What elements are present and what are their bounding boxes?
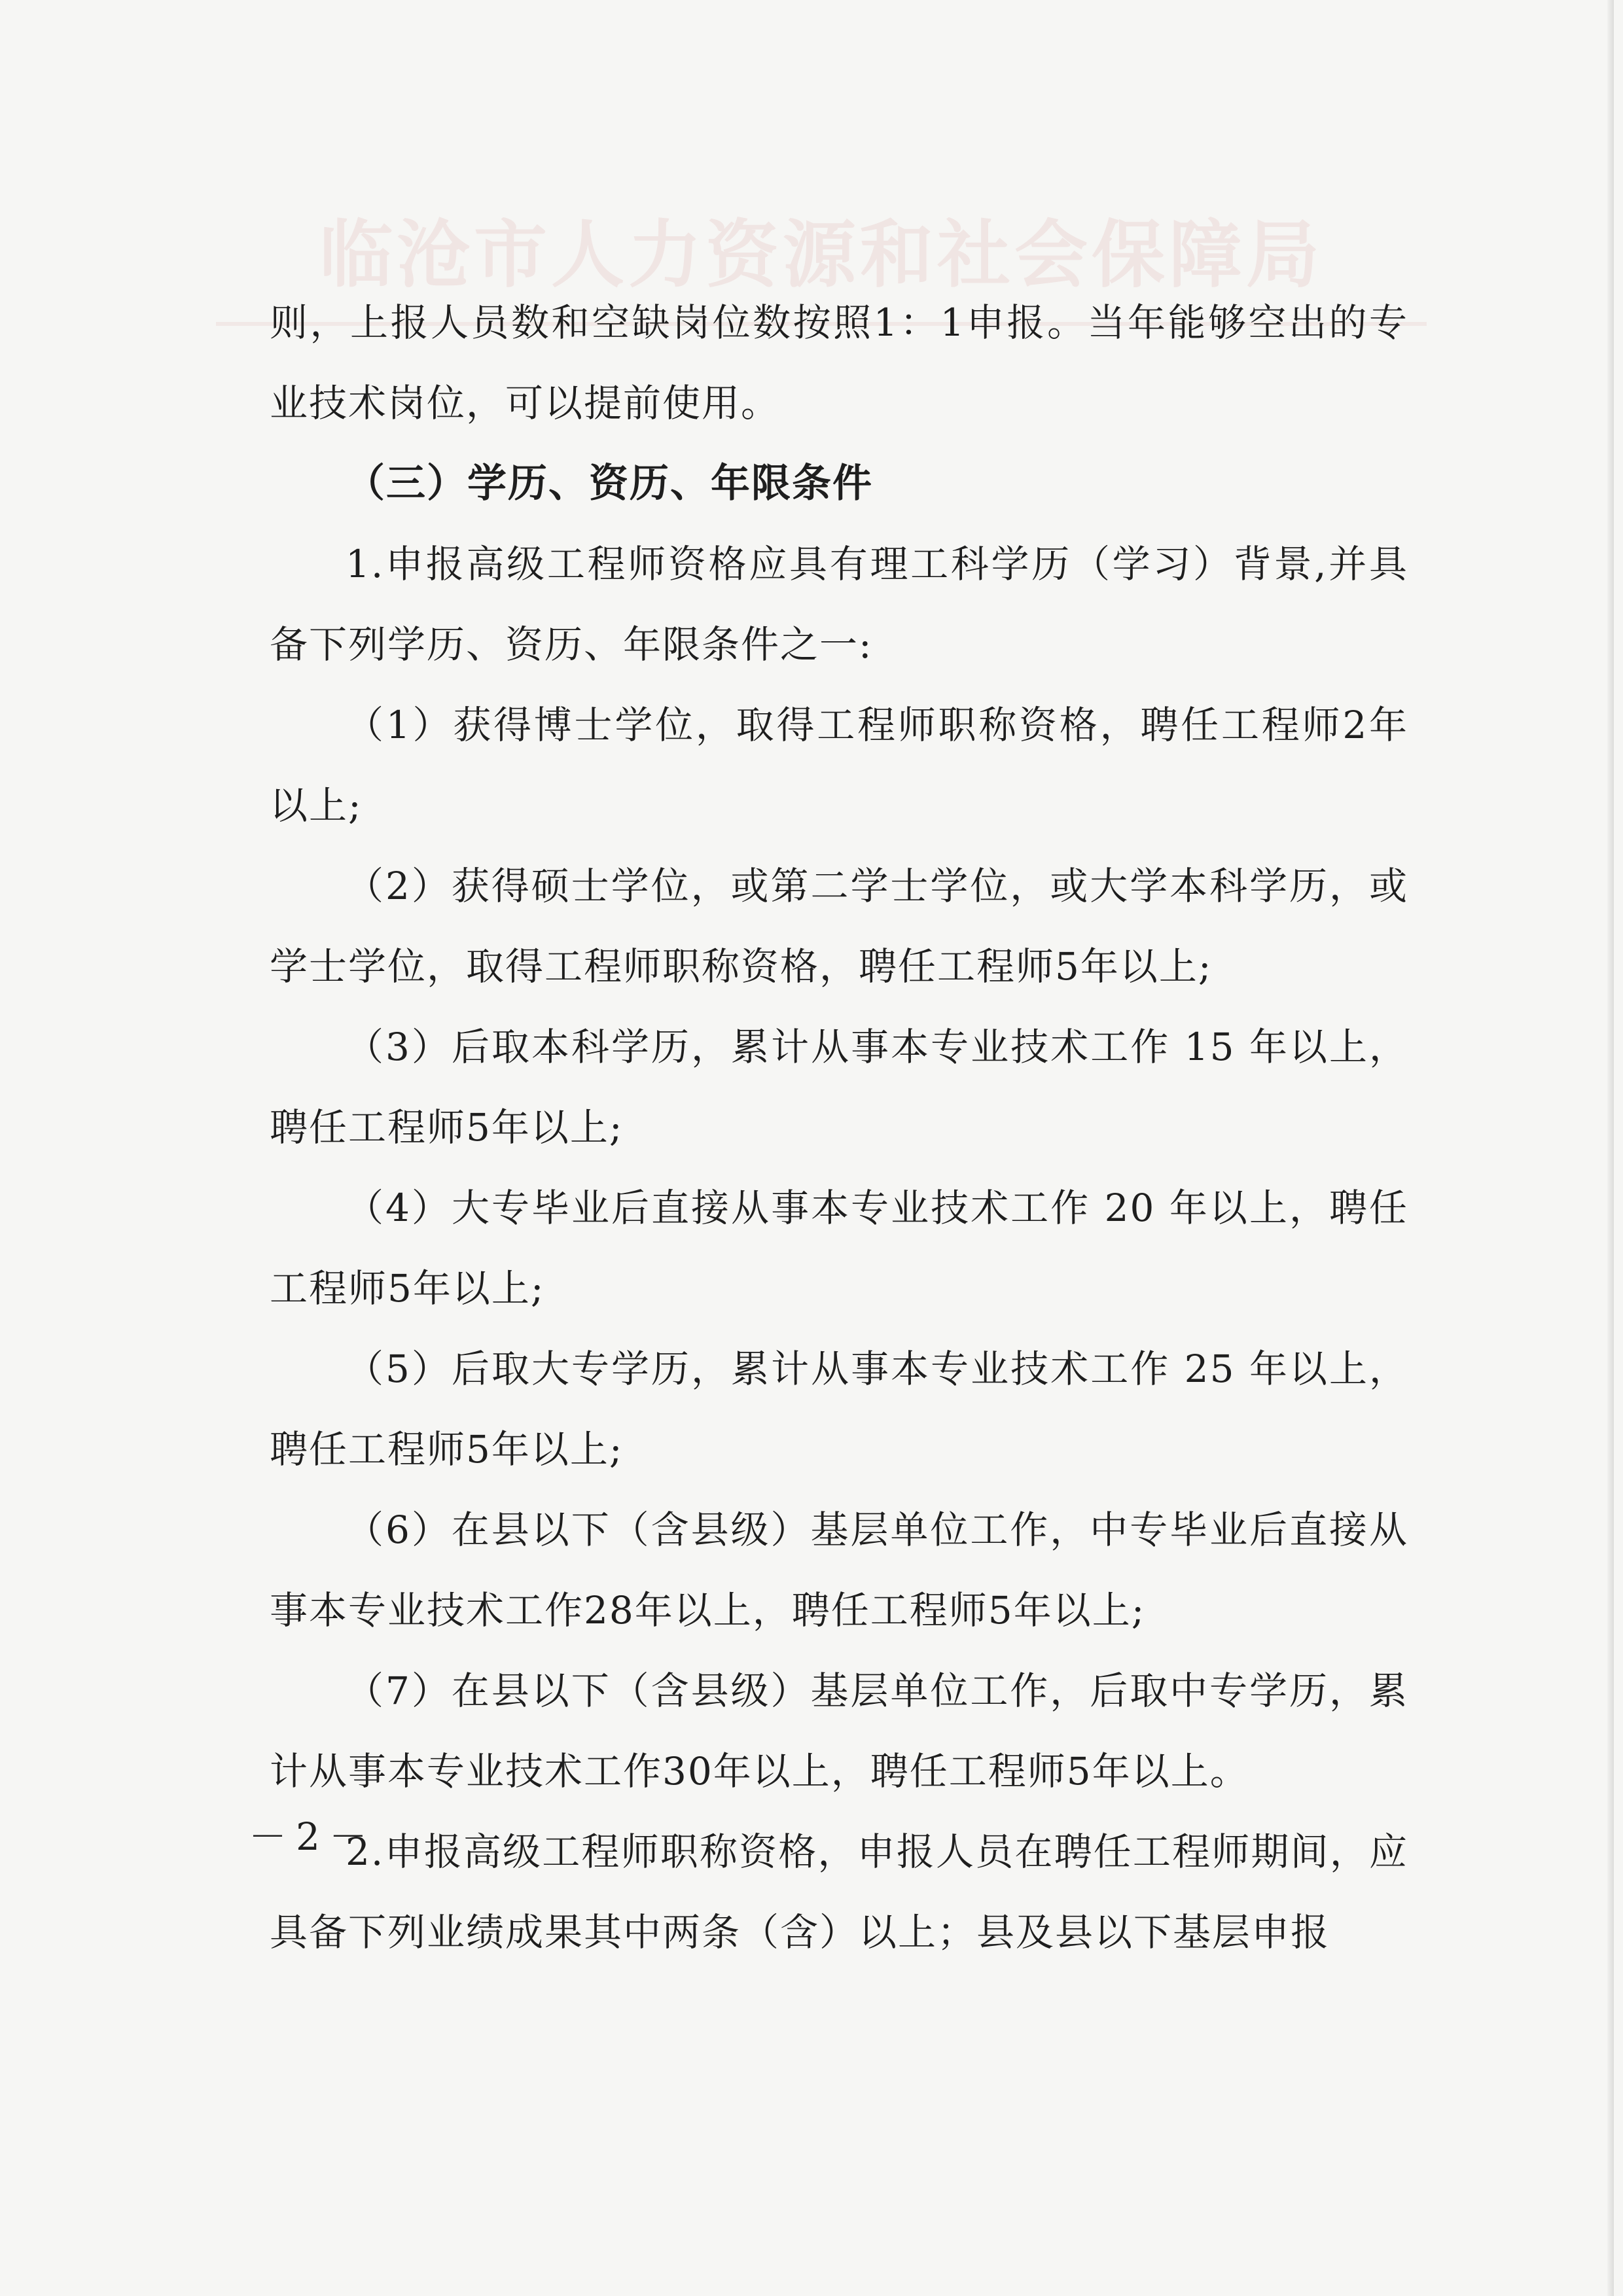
paragraph-subitem-6: （6）在县以下（含县级）基层单位工作，中专毕业后直接从事本专业技术工作28年以上，聘任工程师5年以上; <box>270 1508 1408 1633</box>
paragraph-subitem-1: （1）获得博士学位，取得工程师职称资格，聘任工程师2年以上; <box>270 703 1408 828</box>
section-heading: （三）学历、资历、年限条件 <box>346 461 873 506</box>
paragraph-subitem-5: （5）后取大专学历，累计从事本专业技术工作 25 年以上，聘任工程师5年以上; <box>270 1347 1408 1472</box>
page-number: －2－ <box>249 1814 376 1859</box>
paragraph-subitem-7: （7）在县以下（含县级）基层单位工作，后取中专学历，累计从事本专业技术工作30年以上，聘任工程师5年以上。 <box>270 1669 1408 1793</box>
document-body <box>270 283 1408 1973</box>
page-edge-shadow <box>1607 0 1614 2296</box>
paragraph-item-1: 1.申报高级工程师资格应具有理工科学历（学习）背景,并具备下列学历、资历、年限条件之一: <box>270 542 1408 667</box>
paragraph-subitem-3: （3）后取本科学历，累计从事本专业技术工作 15 年以上，聘任工程师5年以上; <box>270 1025 1408 1150</box>
paragraph-subitem-4: （4）大专毕业后直接从事本专业技术工作 20 年以上，聘任工程师5年以上; <box>270 1186 1408 1311</box>
paragraph-continuation: 则，上报人员数和空缺岗位数按照1：1申报。当年能够空出的专业技术岗位，可以提前使用。 <box>270 300 1408 425</box>
paragraph-item-2: 2.申报高级工程师职称资格，申报人员在聘任工程师期间，应具备下列业绩成果其中两条（含）以上；县及县以下基层申报 <box>270 1829 1408 1954</box>
paragraph-subitem-2: （2）获得硕士学位，或第二学士学位，或大学本科学历，或学士学位，取得工程师职称资格，聘任工程师5年以上; <box>270 864 1408 989</box>
header-bleed-through: 临沧市人力资源和社会保障局 <box>319 212 1323 298</box>
